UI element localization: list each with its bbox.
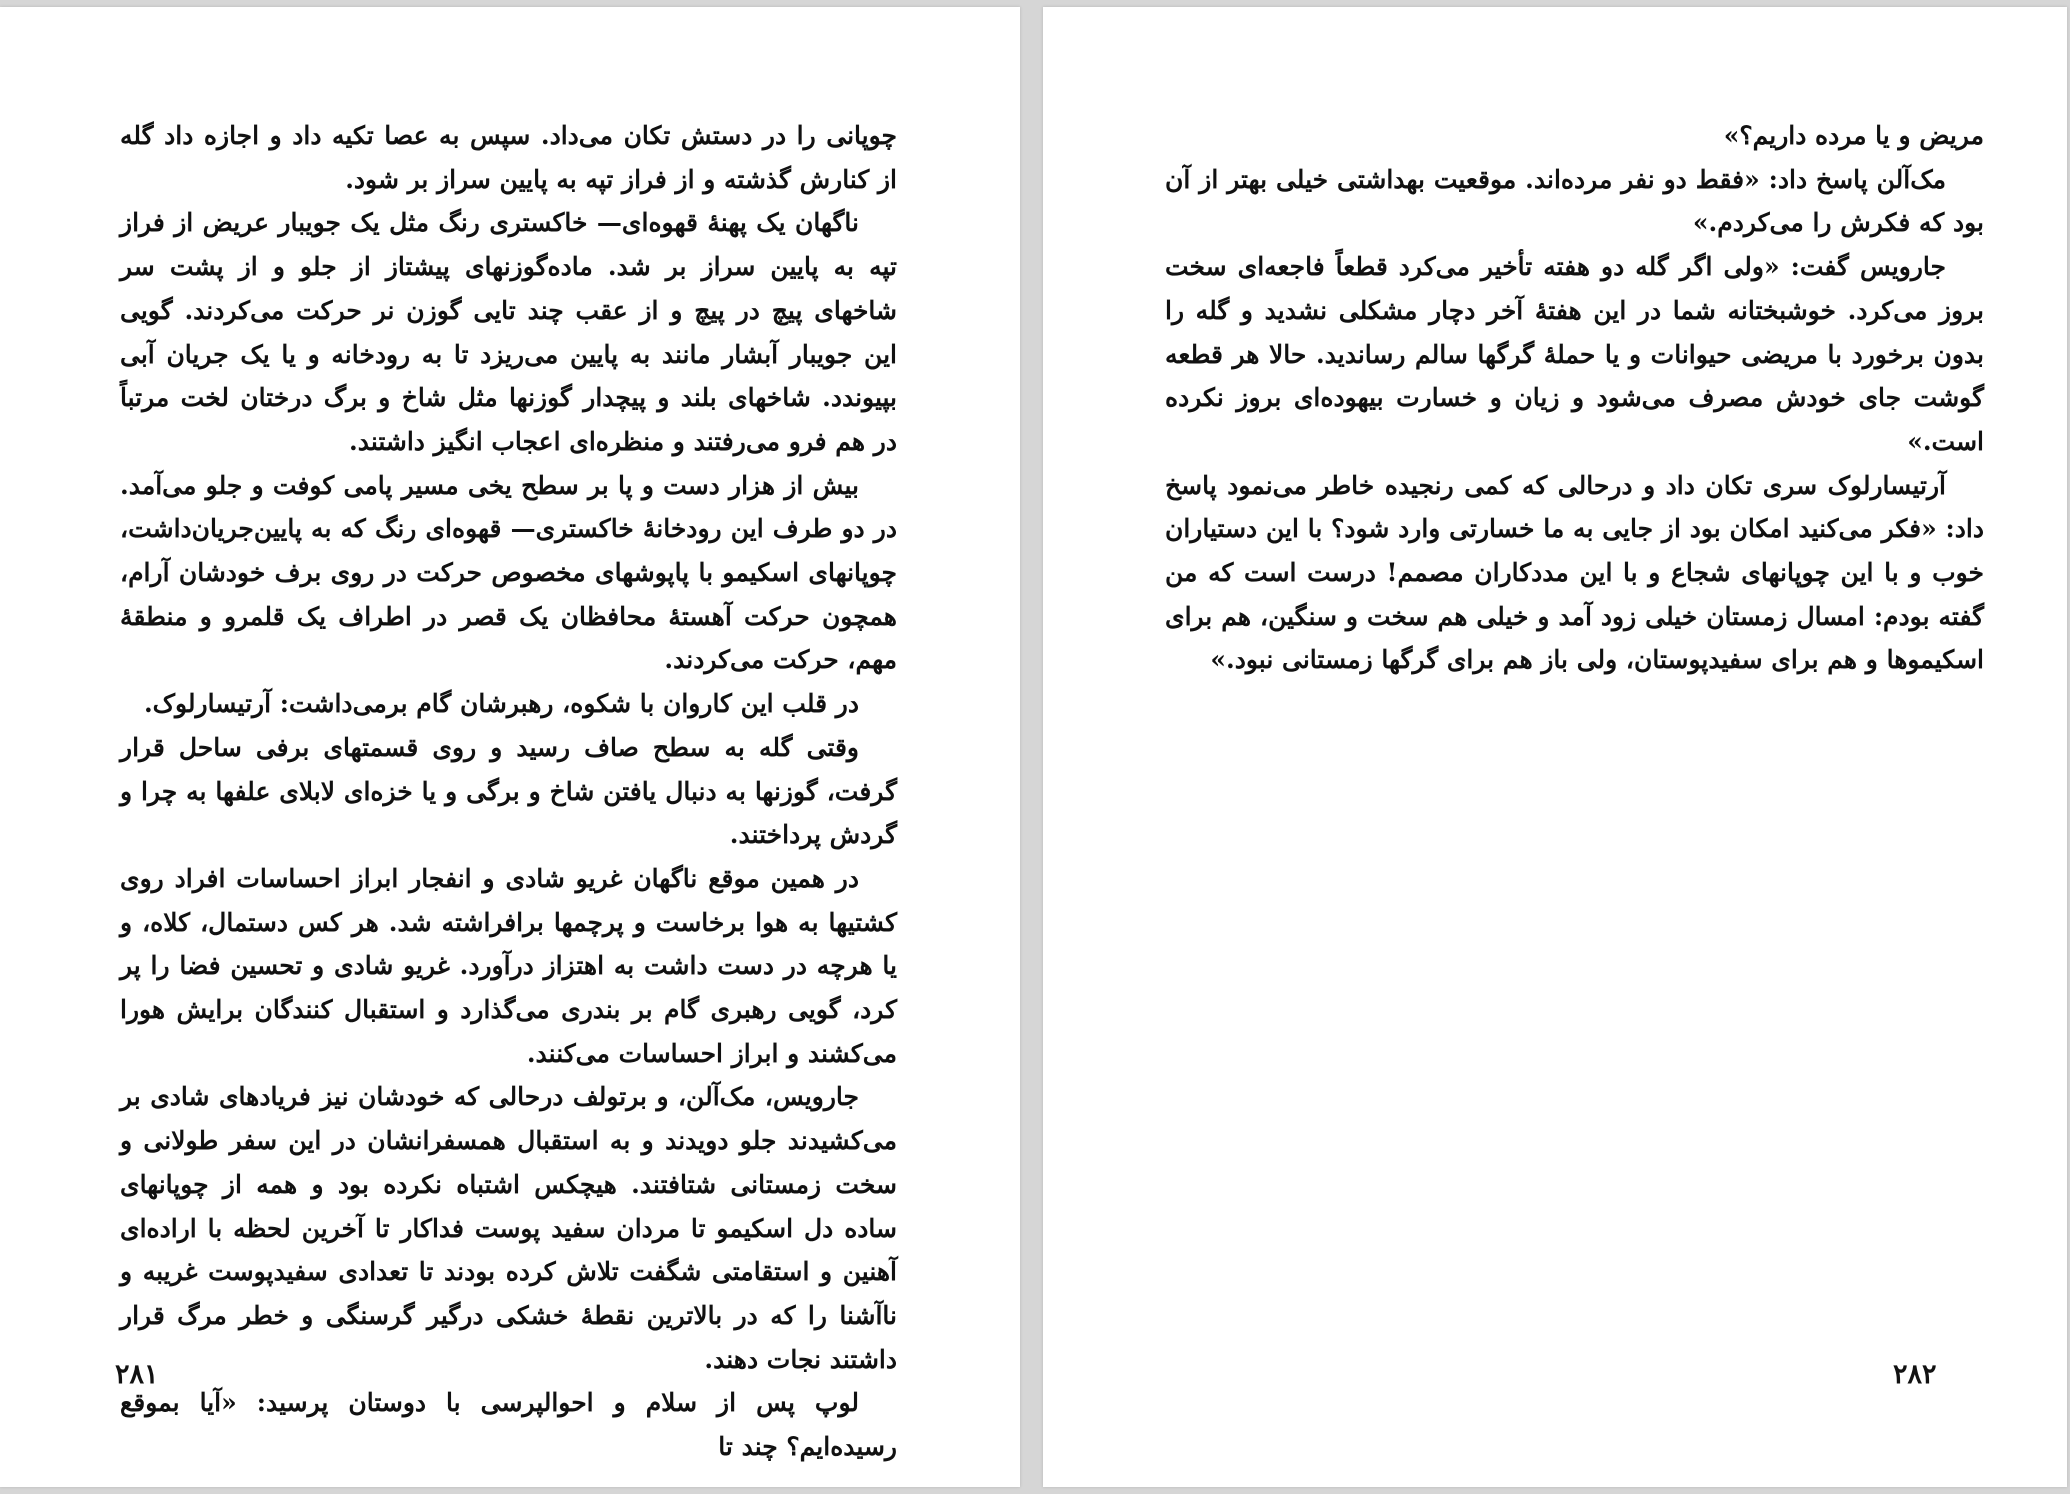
- right-page: [1043, 7, 2067, 1487]
- paragraph: در همین موقع ناگهان غریو شادی و انفجار ابراز احساسات افراد روی کشتیها به هوا برخاست و پرچمها برافراشته شد. هر کس دستمال، کلاه، و یا هرچه در دست داشت به اهتزاز درآورد. غریو شادی و تحسین فضا را پر کرد، گویی رهبری گام بر بندری می‌گذارد و استقبال کنندگان برایش هورا می‌کشند و ابراز احساسات می‌کنند.: [120, 863, 897, 1068]
- paragraph: مریض و یا مرده داریم؟»: [1723, 121, 1984, 150]
- paragraph: ناگهان یک پهنهٔ قهوه‌ای— خاکستری رنگ مثل یک جویبار عریض از فراز تپه به پایین سراز بر شد. ماده‌گوزنهای پیشتاز از جلو و از پشت سر شاخهای پیچ در پیچ و از عقب چند تایی گوزن نر حرکت می‌کردند. گویی این جویبار آبشار مانند به پایین می‌ریزد تا به رودخانه و یا یک جریان آبی بپیوندد. شاخهای بلند و پیچدار گوزنها مثل شاخ و برگ درختان لخت مرتباً در هم فرو می‌رفتند و منظره‌ای اعجاب انگیز داشتند.: [120, 208, 897, 456]
- paragraph: مک‌آلن پاسخ داد: «فقط دو نفر مرده‌اند. موقعیت بهداشتی خیلی بهتر از آن بود که فکرش را می‌کردم.»: [1165, 164, 1984, 238]
- left-page: [0, 7, 1020, 1487]
- paragraph: در قلب این کاروان با شکوه، رهبرشان گام برمی‌داشت: آرتیسارلوک.: [143, 689, 859, 719]
- left-page-text: [120, 114, 897, 1469]
- right-page-text: [1165, 114, 1984, 682]
- page-number: ۲۸۱: [115, 1359, 159, 1390]
- paragraph: وقتی گله به سطح صاف رسید و روی قسمتهای برفی ساحل قرار گرفت، گوزنها به دنبال یافتن شاخ و برگی و یا خزه‌ای لابلای علفها به چرا و گردش پرداختند.: [120, 732, 897, 850]
- paragraph: لوپ پس از سلام و احوالپرسی با دوستان پرسید: «آیا بموقع رسیده‌ایم؟ چند تا: [120, 1388, 897, 1462]
- paragraph: چوپانی را در دستش تکان می‌داد. سپس به عصا تکیه داد و اجازه داد گله از کنارش گذشته و از فراز تپه به پایین سراز بر شود.: [120, 121, 897, 194]
- paragraph: جارویس گفت: «ولی اگر گله دو هفته تأخیر می‌کرد قطعاً فاجعه‌ای سخت بروز می‌کرد. خوشبختانه شما در این هفتهٔ آخر دچار مشکلی نشدید و گله را بدون برخورد با مریضی حیوانات و یا حملهٔ گرگها سالم رساندید. حالا هر قطعه گوشت جای خودش مصرف می‌شود و زیان و خسارت بیهوده‌ای بروز نکرده است.»: [1165, 252, 1984, 456]
- page-number: ۲۸۲: [1893, 1359, 1937, 1390]
- paragraph: جارویس، مک‌آلن، و برتولف درحالی که خودشان نیز فریادهای شادی بر می‌کشیدند جلو دویدند و به استقبال همسفرانشان در این سفر طولانی و سخت زمستانی شتافتند. هیچکس اشتباه نکرده بود و همه از چوپانهای ساده دل اسکیمو تا مردان سفید پوست فداکار تا آخرین لحظه با اراده‌ای آهنین و استقامتی شگفت تلاش کرده بودند تا تعدادی سفیدپوست غریبه و ناآشنا را که در بالاترین نقطهٔ خشکی درگیر گرسنگی و خطر مرگ قرار داشتند نجات دهند.: [120, 1082, 897, 1374]
- paragraph: آرتیسارلوک سری تکان داد و درحالی که کمی رنجیده خاطر می‌نمود پاسخ داد: «فکر می‌کنید امکان بود از جایی به ما خسارتی وارد شود؟ با این دستیاران خوب و با این چوپانهای شجاع و با این مددکاران مصمم! درست است که من گفته بودم: امسال زمستان خیلی زود آمد و خیلی هم سخت و سنگین، هم برای اسکیموها و هم برای سفیدپوستان، ولی باز هم برای گرگها زمستانی نبود.»: [1165, 470, 1984, 675]
- paragraph: بیش از هزار دست و پا بر سطح یخی مسیر پامی کوفت و جلو می‌آمد. در دو طرف این رودخانهٔ خاکستری— قهوه‌ای رنگ که به پایین‌جریان‌داشت، چوپانهای اسکیمو با پاپوشهای مخصوص حرکت در روی برف خودشان آرام، همچون حرکت آهستهٔ محافظان یک قصر در اطراف یک قلمرو و منطقهٔ مهم، حرکت می‌کردند.: [120, 470, 897, 675]
